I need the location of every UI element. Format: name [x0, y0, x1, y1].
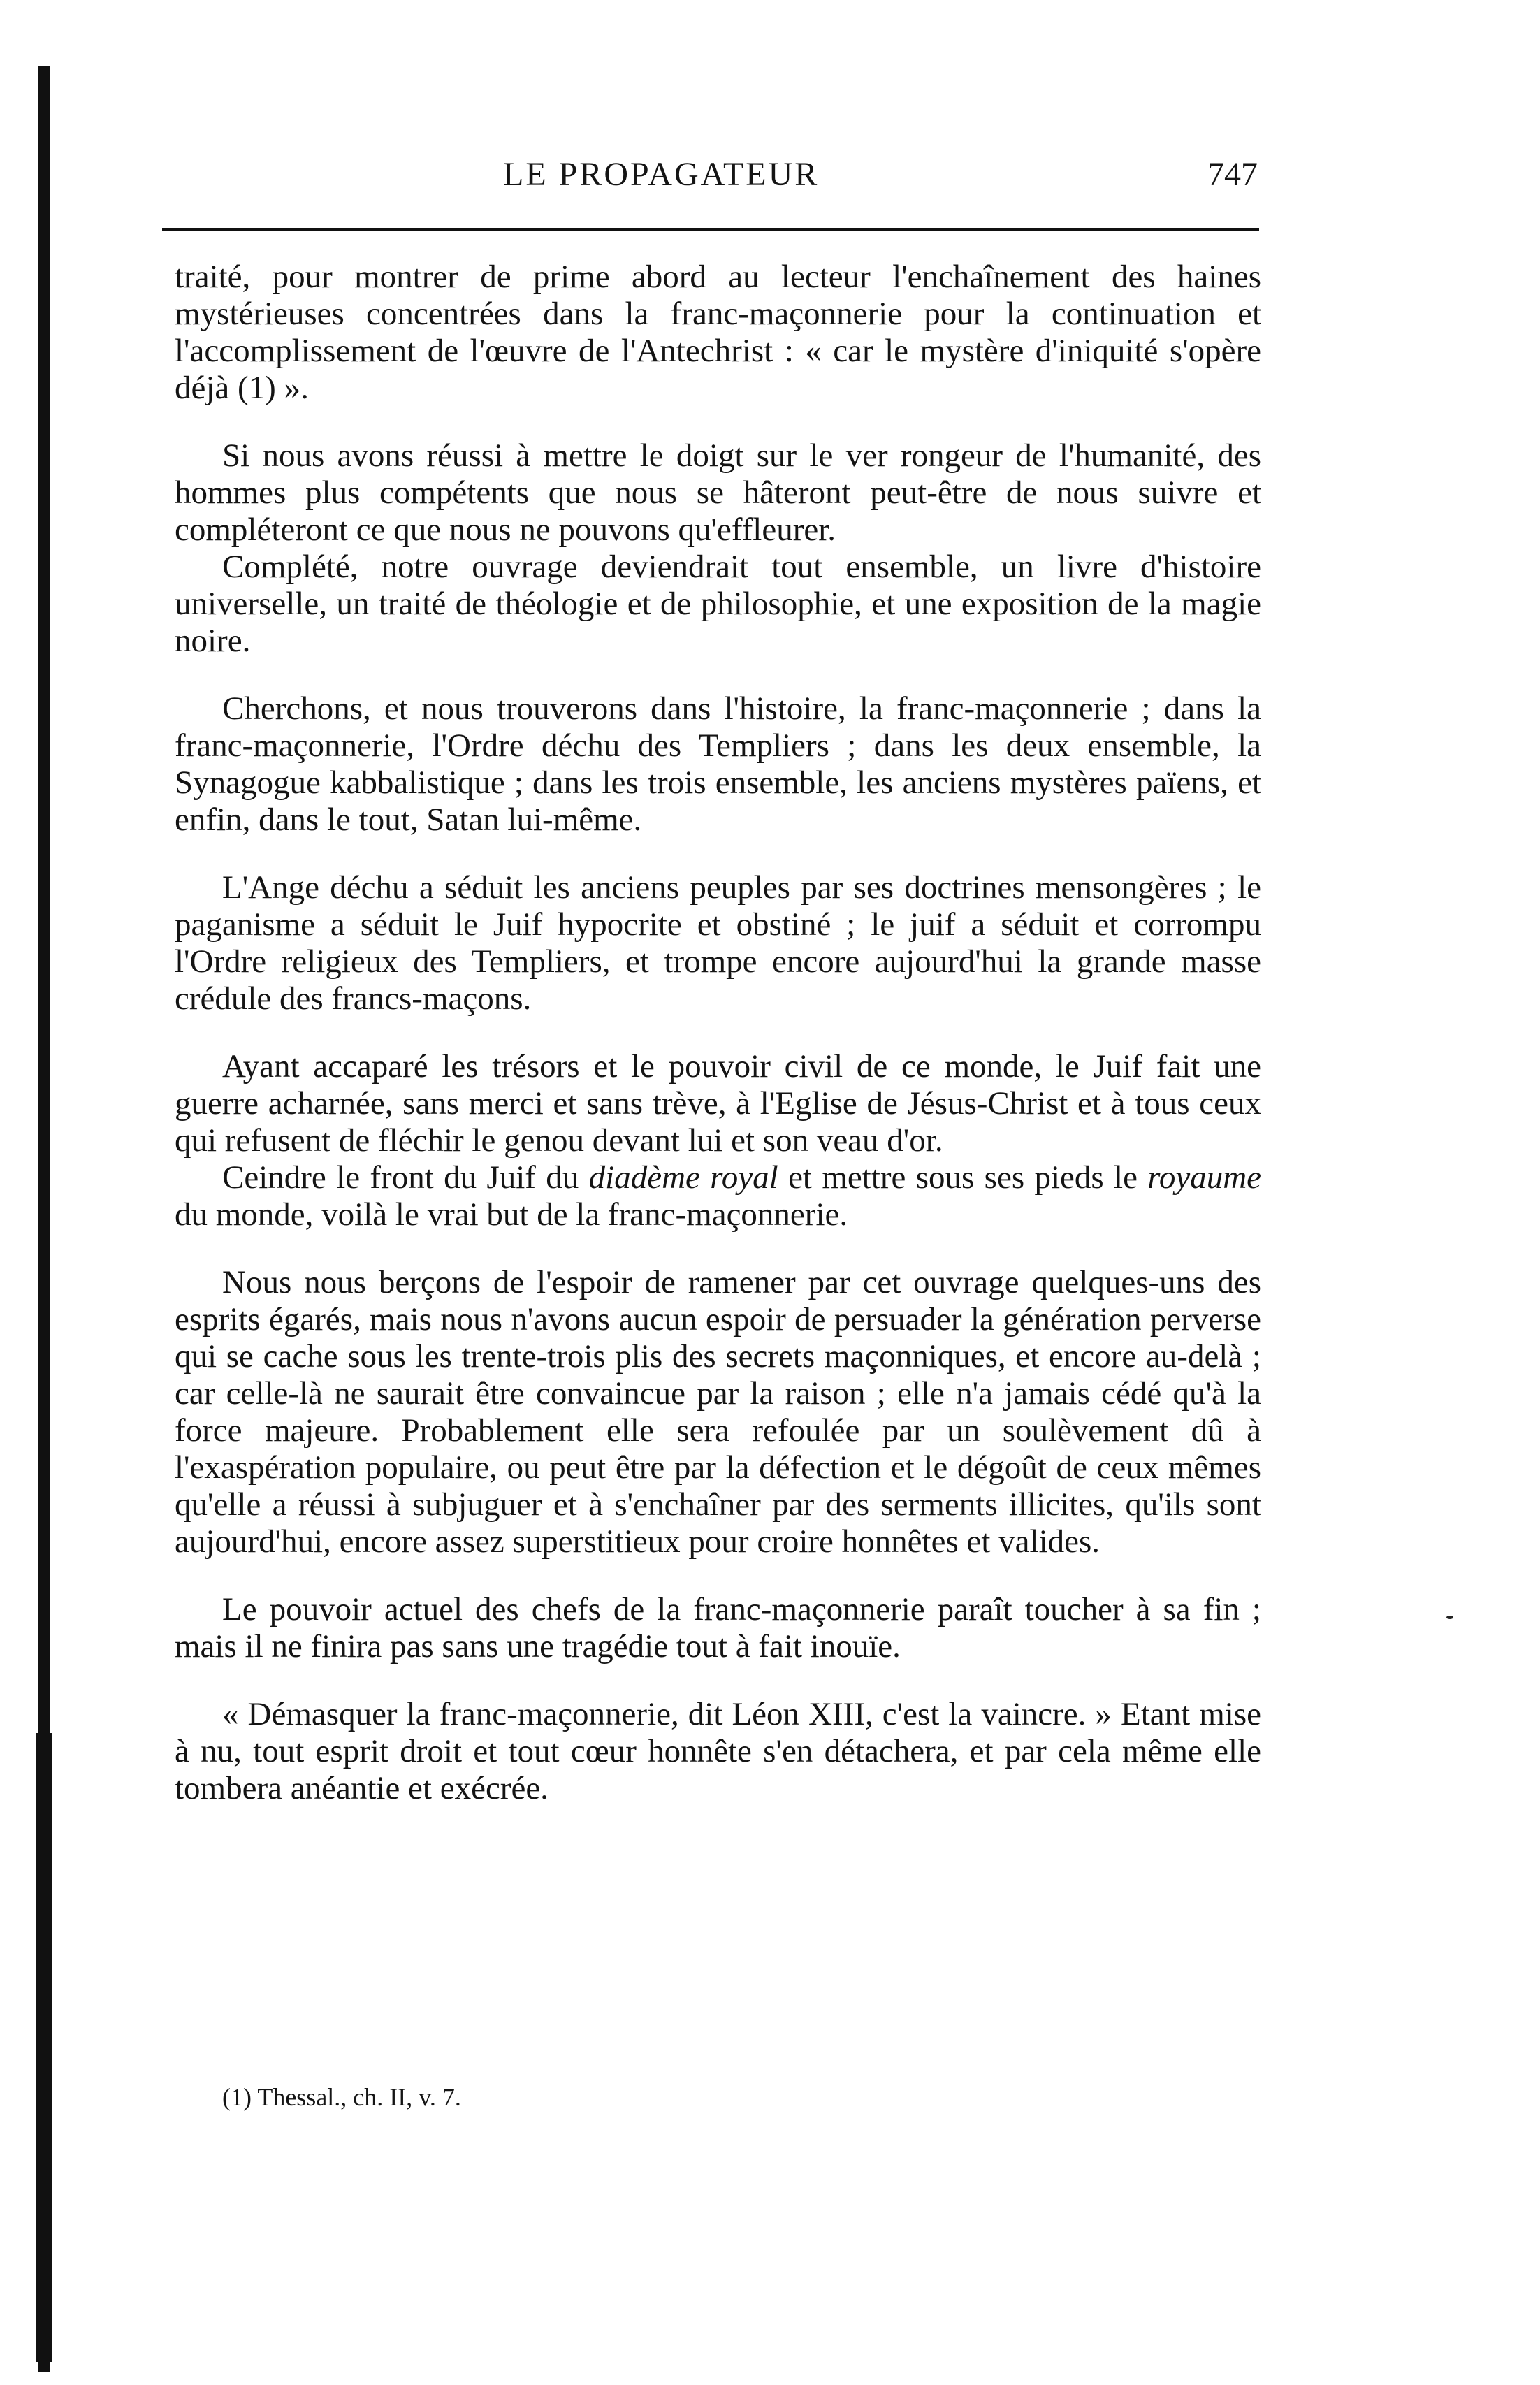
- paragraph: Complété, notre ouvrage deviendrait tout ensemble, un livre d'histoire universelle, un traité de théologie et de philosophie, et une exposition de la magie noire.: [175, 549, 1261, 659]
- paragraph: traité, pour montrer de prime abord au lecteur l'enchaînement des haines mystérieuses concentrées dans la franc-maçonnerie pour la continuation et l'accomplissement de l'œuvre de l'Antechrist : « car le mystère d'iniquité s'opère déjà (1) ».: [175, 259, 1261, 406]
- emphasis-text: diadème royal: [588, 1159, 778, 1196]
- paragraph: [175, 1159, 1261, 1233]
- paragraph: Nous nous berçons de l'espoir de ramener par cet ouvrage quelques-uns des esprits égarés, mais nous n'avons aucun espoir de persuader la génération perverse qui se cache sous les trente-trois plis des secrets maçonniques, et encore au-delà ; car celle-là ne saurait être convaincue par la raison ; elle n'a jamais cédé qu'à la force majeure. Probablement elle sera refoulée par un soulèvement dû à l'exaspération populaire, ou peut être par la défection et le dégoût de ceux mêmes qu'elle a réussi à subjuguer et à s'enchaîner par des serments illicites, qu'ils sont aujourd'hui, encore assez superstitieux pour croire honnêtes et valides.: [175, 1264, 1261, 1560]
- paragraph-text: Ceindre le front du Juif du: [222, 1159, 589, 1196]
- paragraph: Ayant accaparé les trésors et le pouvoir civil de ce monde, le Juif fait une guerre acharnée, sans merci et sans trève, à l'Eglise de Jésus-Christ et à tous ceux qui refusent de fléchir le genou devant lui et son veau d'or.: [175, 1048, 1261, 1159]
- page-header: [175, 155, 1258, 204]
- scan-binding-edge-lower: [36, 1733, 52, 2362]
- footnote: (1) Thessal., ch. II, v. 7.: [222, 2083, 461, 2111]
- paragraph: Si nous avons réussi à mettre le doigt sur le ver rongeur de l'humanité, des hommes plus compétents que nous se hâteront peut-être de nous suivre et compléteront ce que nous ne pouvons qu'effleurer.: [175, 437, 1261, 548]
- header-rule: [162, 228, 1259, 231]
- scan-speck: [1446, 1616, 1453, 1619]
- emphasis-text: royaume: [1147, 1159, 1262, 1196]
- paragraph-text: du monde, voilà le vrai but de la franc-maçonnerie.: [175, 1196, 848, 1233]
- running-title: LE PROPAGATEUR: [503, 156, 820, 193]
- paragraph: Cherchons, et nous trouverons dans l'histoire, la franc-maçonnerie ; dans la franc-maçonnerie, l'Ordre déchu des Templiers ; dans les deux ensemble, la Synagogue kabbalistique ; dans les trois ensemble, les anciens mystères païens, et enfin, dans le tout, Satan lui-même.: [175, 690, 1261, 838]
- paragraph: L'Ange déchu a séduit les anciens peuples par ses doctrines mensongères ; le paganisme a séduit le Juif hypocrite et obstiné ; le juif a séduit et corrompu l'Ordre religieux des Templiers, et trompe encore aujourd'hui la grande masse crédule des francs-maçons.: [175, 869, 1261, 1017]
- paragraph: Le pouvoir actuel des chefs de la franc-maçonnerie paraît toucher à sa fin ; mais il ne finira pas sans une tragédie tout à fait inouïe.: [175, 1591, 1261, 1665]
- body-text: [175, 259, 1261, 1807]
- page-number: 747: [1207, 156, 1258, 193]
- paragraph-text: et mettre sous ses pieds le: [778, 1159, 1148, 1196]
- paragraph: « Démasquer la franc-maçonnerie, dit Léon XIII, c'est la vaincre. » Etant mise à nu, tout esprit droit et tout cœur honnête s'en détachera, et par cela même elle tombera anéantie et exécrée.: [175, 1696, 1261, 1806]
